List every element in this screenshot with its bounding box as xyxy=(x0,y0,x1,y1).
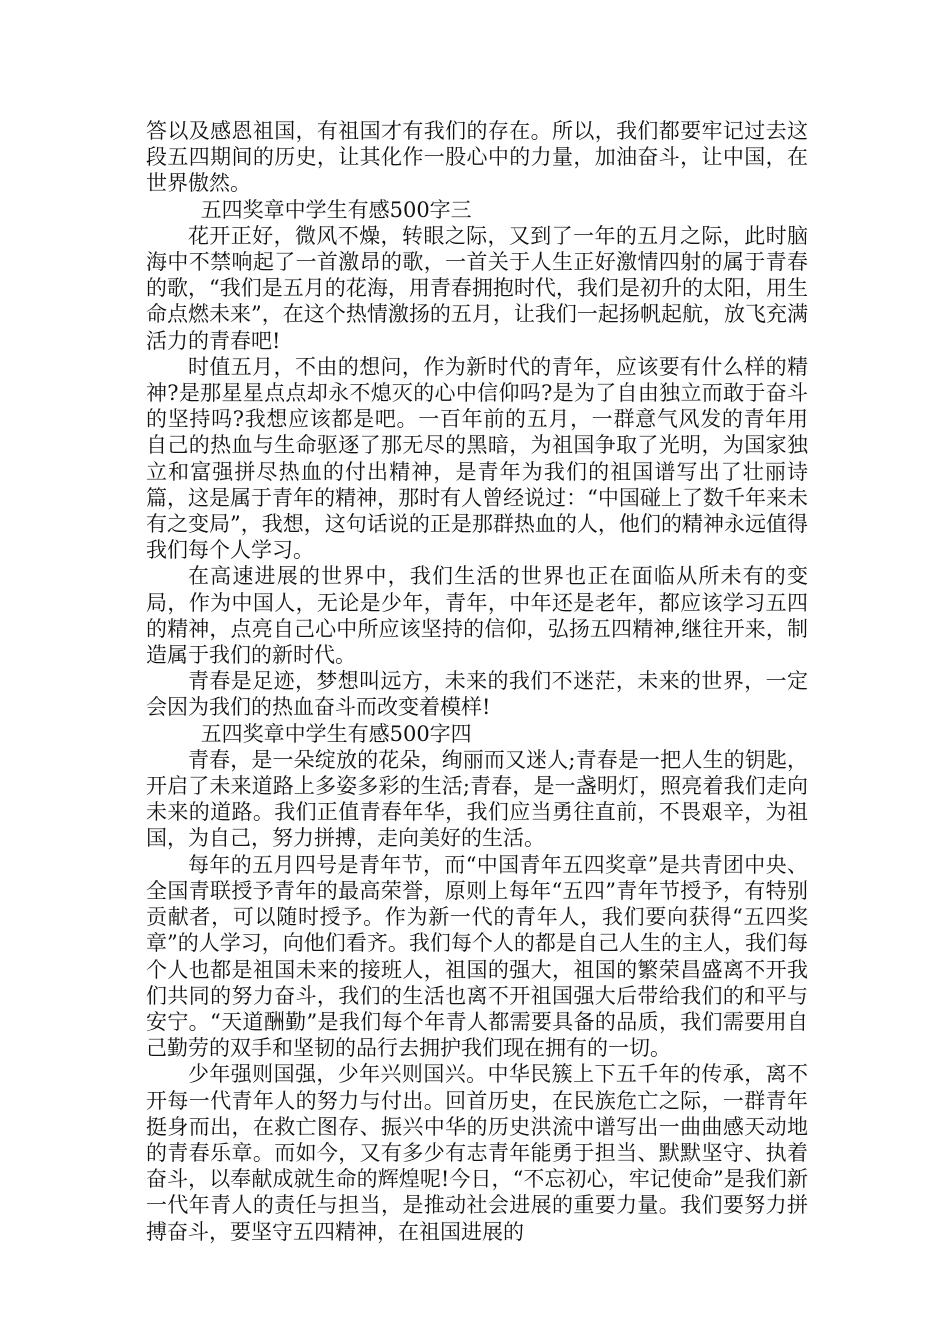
section-heading-three: 五四奖章中学生有感500字三 xyxy=(200,197,472,222)
paragraph: 在高速进展的世界中，我们生活的世界也正在面临从所未有的变局，作为中国人，无论是少年，青年，中年还是老年，都应该学习五四的精神，点亮自己心中所应该坚持的信仰，弘扬五四精神,继往开来，制造属于我们的新时代。 xyxy=(146,564,808,668)
paragraph: 青春是足迹，梦想叫远方，未来的我们不迷茫，未来的世界，一定会因为我们的热血奋斗而改变着模样! xyxy=(146,669,808,720)
paragraph: 青春，是一朵绽放的花朵，绚丽而又迷人;青春是一把人生的钥匙，开启了未来道路上多姿多彩的生活;青春，是一盏明灯，照亮着我们走向未来的道路。我们正值青春年华，我们应当勇往直前，不畏艰辛，为祖国，为自己，努力拼搏，走向美好的生活。 xyxy=(146,747,808,851)
section-heading-four: 五四奖章中学生有感500字四 xyxy=(200,721,472,746)
document-body xyxy=(146,118,808,1245)
paragraph-continued: 答以及感恩祖国，有祖国才有我们的存在。所以，我们都要牢记过去这段五四期间的历史，让其化作一股心中的力量，加油奋斗，让中国，在世界傲然。 xyxy=(146,119,808,196)
paragraph: 每年的五月四号是青年节，而“中国青年五四奖章”是共青团中央、全国青联授予青年的最高荣誉，原则上每年“五四”青年节授予，有特别贡献者，可以随时授予。作为新一代的青年人，我们要向获得“五四奖章”的人学习，向他们看齐。我们每个人的都是自己人生的主人，我们每个人也都是祖国未来的接班人，祖国的强大，祖国的繁荣昌盛离不开我们共同的努力奋斗，我们的生活也离不开祖国强大后带给我们的和平与安宁。“天道酬勤”是我们每个年青人都需要具备的品质，我们需要用自己勤劳的双手和坚韧的品行去拥护我们现在拥有的一切。 xyxy=(146,852,808,1061)
paragraph: 少年强则国强，少年兴则国兴。中华民簇上下五千年的传承，离不开每一代青年人的努力与付出。回首历史，在民族危亡之际，一群青年挺身而出，在救亡图存、振兴中华的历史洪流中谱写出一曲曲感天动地的青春乐章。而如今，又有多少有志青年能勇于担当、默默坚守、执着奋斗，以奉献成就生命的辉煌呢!今日，“不忘初心，牢记使命”是我们新一代年青人的责任与担当，是推动社会进展的重要力量。我们要努力拼搏奋斗，要坚守五四精神，在祖国进展的 xyxy=(146,1062,808,1244)
paragraph: 时值五月，不由的想问，作为新时代的青年，应该要有什么样的精神?是那星星点点却永不熄灭的心中信仰吗?是为了自由独立而敢于奋斗的坚持吗?我想应该都是吧。一百年前的五月，一群意气风发的青年用自己的热血与生命驱逐了那无尽的黑暗，为祖国争取了光明，为国家独立和富强拼尽热血的付出精神，是青年为我们的祖国谱写出了壮丽诗篇，这是属于青年的精神，那时有人曾经说过：“中国碰上了数千年来未有之变局”，我想，这句话说的正是那群热血的人，他们的精神永远值得我们每个人学习。 xyxy=(146,354,808,563)
paragraph: 花开正好，微风不燥，转眼之际，又到了一年的五月之际，此时脑海中不禁响起了一首激昂的歌，一首关于人生正好激情四射的属于青春的歌，“我们是五月的花海，用青春拥抱时代，我们是初升的太阳，用生命点燃未来”，在这个热情激扬的五月，让我们一起扬帆起航，放飞充满活力的青春吧! xyxy=(146,223,808,353)
